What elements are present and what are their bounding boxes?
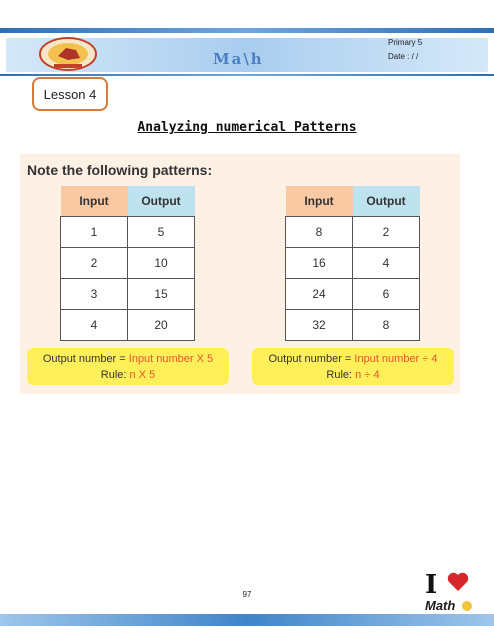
table-cell: 3 [61,279,128,310]
pattern-table-left [60,186,195,341]
table-header-output: Output [128,186,195,217]
table-cell: 20 [128,310,195,341]
table-row [286,248,420,279]
school-logo-icon [38,36,98,72]
grade-label: Primary 5 [388,38,423,47]
header-top-rule [0,28,494,33]
table-cell: 10 [128,248,195,279]
rule-expression-prefix: Rule: [100,369,130,381]
table-header-input: Input [61,186,128,217]
rule-formula-highlight: Input number X 5 [128,353,214,365]
page-number: 97 [242,590,252,599]
table-cell: 8 [286,217,353,248]
rule-formula [27,351,229,367]
table-row [286,217,420,248]
rule-expression [27,367,229,383]
lesson-badge [32,77,108,111]
rule-box-right [252,348,454,385]
page-title: Analyzing numerical Patterns [137,120,357,135]
table-row [61,279,195,310]
table-cell: 24 [286,279,353,310]
table-cell: 1 [61,217,128,248]
math-tag: Math [425,598,456,613]
table-row [61,310,195,341]
rule-formula [252,351,454,367]
table-cell: 32 [286,310,353,341]
rule-expression-prefix: Rule: [326,369,356,381]
table-cell: 5 [128,217,195,248]
pattern-table-right [285,186,420,341]
table-row [286,279,420,310]
smiley-icon [462,601,472,611]
table-cell: 8 [353,310,420,341]
table-row [286,310,420,341]
table-row [61,217,195,248]
rule-formula-prefix: Output number = [42,353,129,365]
rule-formula-prefix: Output number = [268,353,355,365]
footer-bar [0,614,494,626]
table-cell: 2 [353,217,420,248]
heart-icon [446,570,470,594]
ilove-letter: I [425,570,438,600]
header-bottom-rule [0,74,494,76]
date-label: Date : / / [388,52,419,61]
table-cell: 2 [61,248,128,279]
table-cell: 15 [128,279,195,310]
table-cell: 16 [286,248,353,279]
rule-formula-highlight: Input number ÷ 4 [354,353,438,365]
rule-box-left [27,348,229,385]
lesson-label: Lesson 4 [43,86,97,102]
rule-expression [252,367,454,383]
table-cell: 4 [61,310,128,341]
table-row [61,248,195,279]
table-header-input: Input [286,186,353,217]
rule-expression-highlight: n X 5 [129,369,156,381]
note-heading: Note the following patterns: [27,162,213,178]
table-header-output: Output [353,186,420,217]
table-cell: 6 [353,279,420,310]
table-cell: 4 [353,248,420,279]
math-logo: Ma\h [213,50,264,68]
rule-expression-highlight: n ÷ 4 [355,369,380,381]
